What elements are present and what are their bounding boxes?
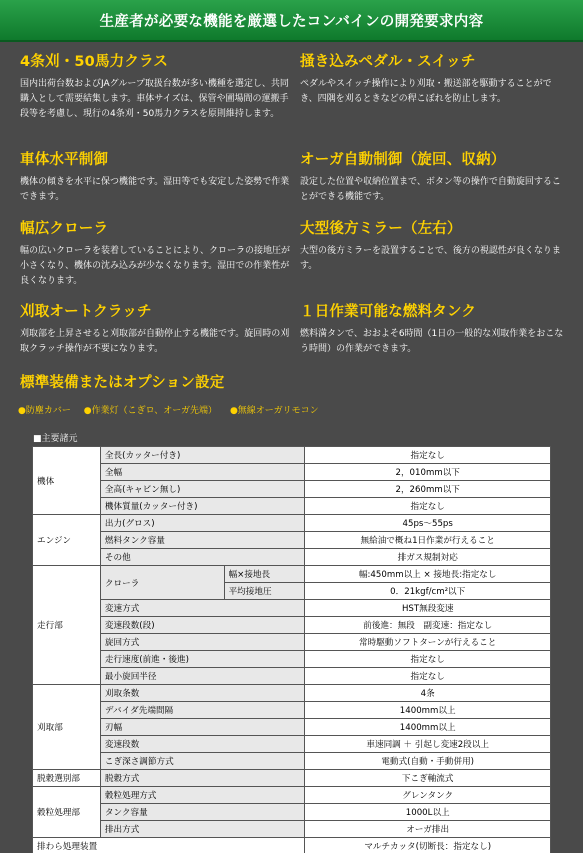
feature-text: ペダルやスイッチ操作により刈取・搬送部を駆動することができ、四隅を刈るときなどの稈こぼれを防止します。 [300, 79, 552, 104]
spec-item: 穀粒処理方式 [100, 787, 305, 804]
spec-value: グレンタンク [305, 787, 551, 804]
feature-text: 燃料満タンで、おおよそ6時間（1日の一般的な刈取作業をおこなう時間）の作業ができます。 [300, 329, 564, 354]
table-row [33, 498, 551, 515]
feature-text: 国内出荷台数およびJAグループ取扱台数が多い機種を選定し、共同購入として需要結集します。車体サイズは、保管や圃場間の運搬手段等を考慮し、現行の4条刈・50馬力クラスを原則維持します。 [20, 79, 289, 119]
feature-title: 幅広クローラ [20, 221, 109, 237]
feature-text: 機体の傾きを水平に保つ機能です。湿田等でも安定した姿勢で作業できます。 [20, 177, 290, 202]
spec-item: 変速段数 [100, 736, 305, 753]
table-row [33, 481, 551, 498]
spec-item: クローラ [100, 566, 224, 600]
spec-subitem: 幅×接地長 [224, 566, 305, 583]
spec-value: 1400mm以上 [305, 719, 551, 736]
spec-value: オーガ排出 [305, 821, 551, 838]
feature-block [300, 148, 568, 205]
feature-text: 幅の広いクローラを装着していることにより、クローラの接地圧が小さくなり、機体の沈み込みが少なくなります。湿田での作業性が良くなります。 [20, 246, 291, 286]
spec-value: 電動式(自動・手動併用) [305, 753, 551, 770]
table-row [33, 719, 551, 736]
feature-title: オーガ自動制御（旋回、収納） [300, 152, 506, 168]
table-row [33, 600, 551, 617]
table-row [33, 685, 551, 702]
table-row [33, 736, 551, 753]
spec-item: 旋回方式 [100, 634, 305, 651]
spec-value: 指定なし [305, 447, 551, 464]
table-row [33, 651, 551, 668]
spec-item: 変速方式 [100, 600, 305, 617]
spec-category: 刈取部 [33, 685, 101, 770]
feature-title: 刈取オートクラッチ [20, 304, 152, 320]
spec-item: 排わら処理装置 [33, 838, 305, 853]
feature-block [20, 50, 290, 122]
feature-title: 車体水平制御 [20, 152, 109, 168]
table-row [33, 617, 551, 634]
spec-item: 燃料タンク容量 [100, 532, 305, 549]
spec-category: 穀粒処理部 [33, 787, 101, 838]
spec-value: 幅:450mm以上 × 接地長:指定なし [305, 566, 551, 583]
spec-value: 4条 [305, 685, 551, 702]
spec-value: 2，260mm以下 [305, 481, 551, 498]
spec-category: 機体 [33, 447, 101, 515]
spec-value: 1000L以上 [305, 804, 551, 821]
table-row [33, 515, 551, 532]
spec-value: 無給油で概ね1日作業が行えること [305, 532, 551, 549]
spec-value: 指定なし [305, 498, 551, 515]
spec-value: 排ガス規制対応 [305, 549, 551, 566]
spec-item: デバイダ先端間隔 [100, 702, 305, 719]
option-item: ●防塵カバー [18, 406, 71, 416]
spec-item: その他 [100, 549, 305, 566]
page-banner: 生産者が必要な機能を厳選したコンバインの開発要求内容 [0, 0, 583, 42]
spec-item: 刈取条数 [100, 685, 305, 702]
spec-item: 走行速度(前進・後進) [100, 651, 305, 668]
table-row [33, 634, 551, 651]
table-row [33, 702, 551, 719]
feature-block [20, 148, 290, 205]
spec-item: 機体質量(カッター付き) [100, 498, 305, 515]
feature-title: 掻き込みペダル・スイッチ [300, 54, 476, 70]
option-item: ●作業灯（こぎロ、オーガ先端） [83, 406, 218, 416]
spec-item: 全高(キャビン無し) [100, 481, 305, 498]
spec-title: ■主要諸元 [33, 434, 78, 444]
spec-value: 指定なし [305, 651, 551, 668]
spec-item: タンク容量 [100, 804, 305, 821]
spec-value: 0．21kgf/cm²以下 [305, 583, 551, 600]
table-row [33, 821, 551, 838]
spec-item: 脱穀方式 [100, 770, 305, 787]
table-row [33, 753, 551, 770]
feature-text: 設定した位置や収納位置まで、ボタン等の操作で自動旋回することができる機能です。 [300, 177, 561, 202]
spec-value: マルチカッタ(切断長：指定なし) [305, 838, 551, 853]
spec-value: HST無段変速 [305, 600, 551, 617]
spec-item: 変速段数(段) [100, 617, 305, 634]
spec-value: 前後進：無段 副変速：指定なし [305, 617, 551, 634]
table-row [33, 668, 551, 685]
feature-block [300, 217, 568, 274]
spec-category: 脱穀選別部 [33, 770, 101, 787]
spec-item: 全幅 [100, 464, 305, 481]
feature-title: １日作業可能な燃料タンク [300, 304, 477, 320]
spec-category: エンジン [33, 515, 101, 566]
spec-value: 1400mm以上 [305, 702, 551, 719]
spec-category: 走行部 [33, 566, 101, 685]
spec-item: 全長(カッター付き) [100, 447, 305, 464]
options-list [18, 403, 329, 416]
spec-item: こぎ深さ調節方式 [100, 753, 305, 770]
spec-item: 排出方式 [100, 821, 305, 838]
spec-item: 出力(グロス) [100, 515, 305, 532]
feature-block [20, 300, 290, 357]
feature-title: 大型後方ミラー（左右） [300, 221, 462, 237]
table-row [33, 447, 551, 464]
feature-block [20, 217, 290, 289]
spec-value: 下こぎ軸流式 [305, 770, 551, 787]
table-row [33, 532, 551, 549]
table-row [33, 838, 551, 853]
spec-table [32, 446, 551, 853]
table-row [33, 566, 551, 583]
table-row [33, 770, 551, 787]
table-row [33, 787, 551, 804]
spec-item: 最小旋回半径 [100, 668, 305, 685]
spec-value: 車速同調 ＋ 引起し変速2段以上 [305, 736, 551, 753]
spec-subitem: 平均接地圧 [224, 583, 305, 600]
spec-value: 常時駆動ソフトターンが行えること [305, 634, 551, 651]
options-title: 標準装備またはオプション設定 [20, 375, 225, 391]
table-row [33, 464, 551, 481]
option-item: ●無線オーガリモコン [229, 406, 319, 416]
feature-block [300, 300, 568, 357]
spec-value: 2，010mm以下 [305, 464, 551, 481]
feature-title: 4条刈・50馬力クラス [20, 54, 169, 70]
table-row [33, 804, 551, 821]
spec-value: 45ps～55ps [305, 515, 551, 532]
spec-value: 指定なし [305, 668, 551, 685]
feature-text: 刈取部を上昇させると刈取部が自動停止する機能です。旋回時の刈取クラッチ操作が不要になります。 [20, 329, 290, 354]
feature-block [300, 50, 568, 107]
feature-text: 大型の後方ミラーを設置することで、後方の視認性が良くなります。 [300, 246, 561, 271]
table-row [33, 549, 551, 566]
spec-item: 刃幅 [100, 719, 305, 736]
